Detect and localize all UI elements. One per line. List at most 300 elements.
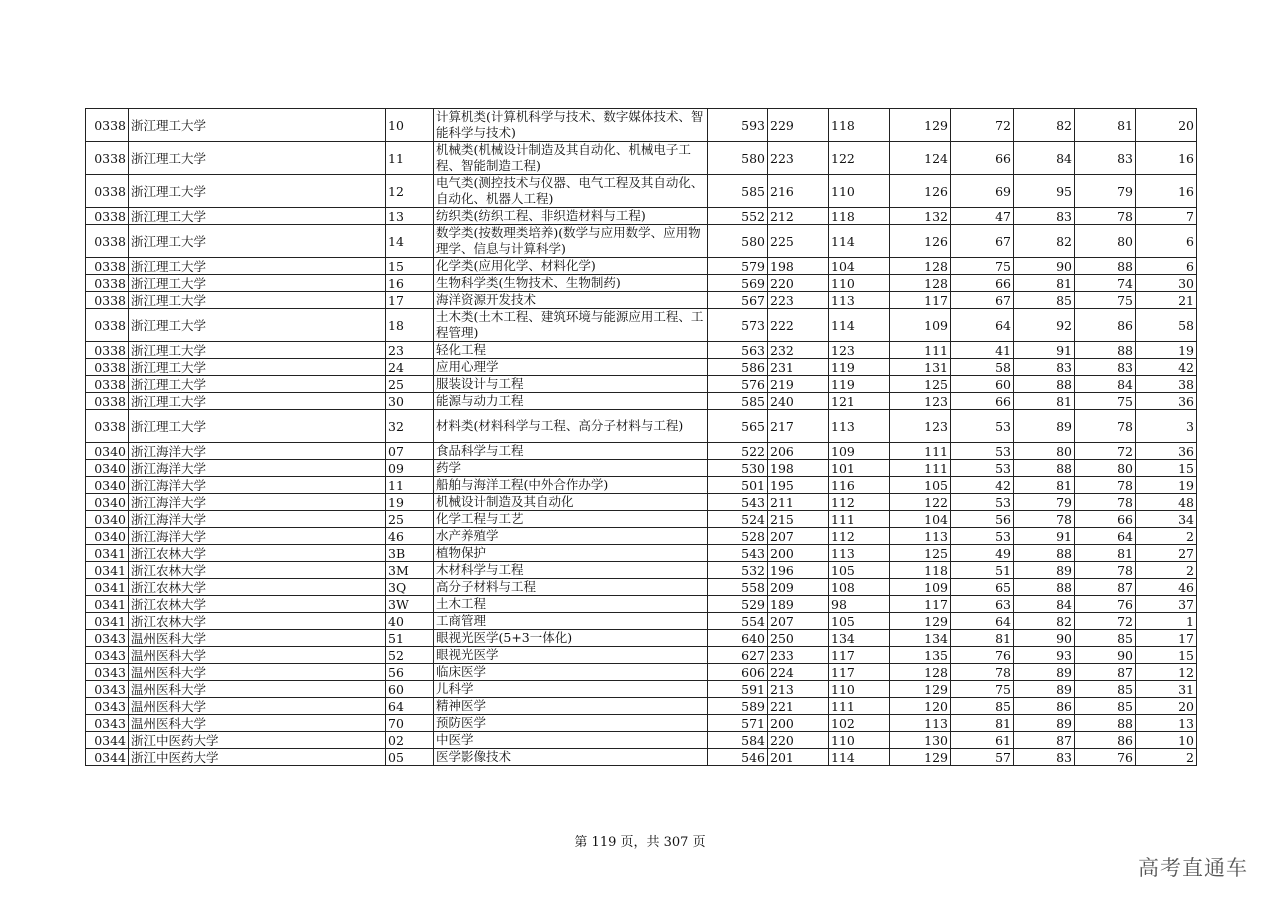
cell-score-1: 206: [768, 443, 829, 460]
cell-score-5: 80: [1014, 443, 1075, 460]
cell-school-name: 浙江海洋大学: [129, 494, 386, 511]
cell-count: 2: [1136, 528, 1197, 545]
cell-count: 46: [1136, 579, 1197, 596]
cell-total-score: 606: [708, 664, 768, 681]
cell-score-5: 82: [1014, 613, 1075, 630]
cell-count: 38: [1136, 376, 1197, 393]
cell-score-2: 113: [829, 410, 890, 443]
cell-score-1: 209: [768, 579, 829, 596]
cell-score-3: 126: [890, 175, 951, 208]
cell-school-name: 浙江理工大学: [129, 208, 386, 225]
cell-score-1: 200: [768, 715, 829, 732]
cell-score-2: 114: [829, 309, 890, 342]
cell-score-3: 109: [890, 579, 951, 596]
table-row: [86, 208, 1197, 225]
cell-school-name: 浙江理工大学: [129, 309, 386, 342]
cell-school-name: 浙江理工大学: [129, 393, 386, 410]
cell-major-code: 24: [386, 359, 434, 376]
cell-score-1: 220: [768, 732, 829, 749]
cell-score-1: 220: [768, 275, 829, 292]
cell-score-6: 88: [1075, 715, 1136, 732]
cell-major-name: 儿科学: [434, 681, 708, 698]
cell-major-code: 64: [386, 698, 434, 715]
cell-major-name: 高分子材料与工程: [434, 579, 708, 596]
cell-score-1: 215: [768, 511, 829, 528]
cell-school-code: 0343: [86, 647, 129, 664]
cell-score-4: 57: [951, 749, 1014, 766]
cell-score-1: 189: [768, 596, 829, 613]
cell-total-score: 524: [708, 511, 768, 528]
cell-score-3: 128: [890, 258, 951, 275]
cell-total-score: 593: [708, 109, 768, 142]
cell-score-3: 125: [890, 545, 951, 562]
cell-school-name: 浙江中医药大学: [129, 749, 386, 766]
cell-school-name: 浙江理工大学: [129, 342, 386, 359]
cell-school-code: 0338: [86, 393, 129, 410]
cell-count: 48: [1136, 494, 1197, 511]
cell-major-name: 工商管理: [434, 613, 708, 630]
cell-major-name: 植物保护: [434, 545, 708, 562]
watermark-logo: 高考直通车: [1138, 856, 1248, 880]
cell-total-score: 501: [708, 477, 768, 494]
cell-school-name: 温州医科大学: [129, 647, 386, 664]
cell-total-score: 552: [708, 208, 768, 225]
cell-score-6: 85: [1075, 630, 1136, 647]
cell-score-3: 124: [890, 142, 951, 175]
cell-score-3: 132: [890, 208, 951, 225]
cell-score-1: 233: [768, 647, 829, 664]
cell-score-6: 74: [1075, 275, 1136, 292]
cell-score-3: 117: [890, 292, 951, 309]
cell-major-code: 40: [386, 613, 434, 630]
cell-score-5: 89: [1014, 562, 1075, 579]
cell-score-6: 76: [1075, 596, 1136, 613]
cell-major-name: 药学: [434, 460, 708, 477]
cell-score-1: 195: [768, 477, 829, 494]
cell-score-1: 207: [768, 528, 829, 545]
cell-major-code: 13: [386, 208, 434, 225]
cell-score-3: 123: [890, 393, 951, 410]
cell-score-2: 119: [829, 376, 890, 393]
cell-score-3: 129: [890, 109, 951, 142]
cell-school-code: 0340: [86, 511, 129, 528]
cell-count: 10: [1136, 732, 1197, 749]
table-row: [86, 681, 1197, 698]
cell-score-2: 122: [829, 142, 890, 175]
cell-school-code: 0340: [86, 494, 129, 511]
table-row: [86, 393, 1197, 410]
cell-score-2: 101: [829, 460, 890, 477]
cell-score-6: 78: [1075, 410, 1136, 443]
cell-score-1: 201: [768, 749, 829, 766]
cell-major-name: 轻化工程: [434, 342, 708, 359]
cell-score-5: 93: [1014, 647, 1075, 664]
cell-major-name: 海洋资源开发技术: [434, 292, 708, 309]
cell-score-4: 67: [951, 292, 1014, 309]
cell-score-5: 84: [1014, 596, 1075, 613]
cell-major-code: 18: [386, 309, 434, 342]
cell-school-code: 0338: [86, 225, 129, 258]
cell-score-4: 64: [951, 613, 1014, 630]
cell-score-6: 78: [1075, 494, 1136, 511]
table-row: [86, 732, 1197, 749]
table-body: [86, 109, 1197, 766]
cell-score-2: 113: [829, 292, 890, 309]
cell-school-name: 浙江理工大学: [129, 376, 386, 393]
cell-score-6: 72: [1075, 613, 1136, 630]
cell-major-name: 应用心理学: [434, 359, 708, 376]
cell-major-code: 14: [386, 225, 434, 258]
cell-count: 36: [1136, 443, 1197, 460]
cell-score-3: 131: [890, 359, 951, 376]
table-row: [86, 698, 1197, 715]
cell-school-name: 浙江海洋大学: [129, 477, 386, 494]
cell-score-2: 109: [829, 443, 890, 460]
cell-score-4: 53: [951, 528, 1014, 545]
cell-score-4: 65: [951, 579, 1014, 596]
cell-score-5: 78: [1014, 511, 1075, 528]
cell-score-3: 111: [890, 342, 951, 359]
cell-score-1: 223: [768, 292, 829, 309]
cell-school-code: 0340: [86, 443, 129, 460]
cell-score-6: 86: [1075, 309, 1136, 342]
cell-count: 7: [1136, 208, 1197, 225]
cell-score-5: 81: [1014, 275, 1075, 292]
cell-total-score: 591: [708, 681, 768, 698]
cell-school-name: 温州医科大学: [129, 715, 386, 732]
cell-school-name: 浙江农林大学: [129, 613, 386, 630]
cell-score-3: 129: [890, 613, 951, 630]
cell-school-code: 0338: [86, 292, 129, 309]
cell-score-4: 75: [951, 681, 1014, 698]
cell-score-3: 109: [890, 309, 951, 342]
cell-major-name: 预防医学: [434, 715, 708, 732]
cell-score-3: 113: [890, 715, 951, 732]
cell-count: 27: [1136, 545, 1197, 562]
cell-score-4: 64: [951, 309, 1014, 342]
cell-score-5: 82: [1014, 225, 1075, 258]
cell-major-code: 32: [386, 410, 434, 443]
table-row: [86, 528, 1197, 545]
cell-major-name: 土木类(土木工程、建筑环境与能源应用工程、工程管理): [434, 309, 708, 342]
cell-school-code: 0340: [86, 477, 129, 494]
cell-school-code: 0338: [86, 208, 129, 225]
cell-count: 31: [1136, 681, 1197, 698]
cell-school-name: 浙江理工大学: [129, 275, 386, 292]
cell-count: 6: [1136, 258, 1197, 275]
cell-school-code: 0344: [86, 732, 129, 749]
cell-score-6: 80: [1075, 460, 1136, 477]
cell-score-1: 225: [768, 225, 829, 258]
cell-major-code: 09: [386, 460, 434, 477]
cell-score-1: 212: [768, 208, 829, 225]
cell-score-2: 105: [829, 613, 890, 630]
cell-school-code: 0338: [86, 175, 129, 208]
cell-score-6: 80: [1075, 225, 1136, 258]
cell-score-4: 67: [951, 225, 1014, 258]
cell-score-2: 110: [829, 275, 890, 292]
cell-score-1: 224: [768, 664, 829, 681]
cell-score-5: 79: [1014, 494, 1075, 511]
cell-score-4: 81: [951, 715, 1014, 732]
cell-major-code: 10: [386, 109, 434, 142]
cell-major-code: 11: [386, 477, 434, 494]
cell-total-score: 580: [708, 225, 768, 258]
cell-score-3: 104: [890, 511, 951, 528]
table-row: [86, 142, 1197, 175]
cell-school-code: 0340: [86, 460, 129, 477]
admission-score-table: [85, 108, 1197, 766]
cell-count: 30: [1136, 275, 1197, 292]
cell-major-code: 51: [386, 630, 434, 647]
cell-total-score: 567: [708, 292, 768, 309]
cell-major-code: 11: [386, 142, 434, 175]
cell-school-name: 浙江理工大学: [129, 142, 386, 175]
cell-score-6: 66: [1075, 511, 1136, 528]
cell-school-name: 温州医科大学: [129, 698, 386, 715]
cell-total-score: 585: [708, 175, 768, 208]
cell-major-code: 16: [386, 275, 434, 292]
cell-score-1: 200: [768, 545, 829, 562]
cell-major-code: 3M: [386, 562, 434, 579]
cell-count: 17: [1136, 630, 1197, 647]
cell-count: 6: [1136, 225, 1197, 258]
cell-score-5: 89: [1014, 681, 1075, 698]
cell-score-1: 222: [768, 309, 829, 342]
cell-total-score: 563: [708, 342, 768, 359]
cell-score-6: 84: [1075, 376, 1136, 393]
cell-major-name: 食品科学与工程: [434, 443, 708, 460]
cell-score-6: 78: [1075, 477, 1136, 494]
cell-major-code: 07: [386, 443, 434, 460]
cell-total-score: 522: [708, 443, 768, 460]
cell-count: 20: [1136, 109, 1197, 142]
cell-school-name: 温州医科大学: [129, 664, 386, 681]
cell-count: 3: [1136, 410, 1197, 443]
cell-score-4: 53: [951, 410, 1014, 443]
cell-score-4: 81: [951, 630, 1014, 647]
cell-score-6: 78: [1075, 562, 1136, 579]
cell-major-code: 60: [386, 681, 434, 698]
cell-score-3: 111: [890, 443, 951, 460]
cell-score-6: 75: [1075, 292, 1136, 309]
cell-major-code: 46: [386, 528, 434, 545]
cell-score-1: 213: [768, 681, 829, 698]
page-number: 第 119 页，共 307 页: [574, 835, 706, 850]
cell-score-6: 72: [1075, 443, 1136, 460]
table-row: [86, 749, 1197, 766]
cell-count: 12: [1136, 664, 1197, 681]
cell-major-code: 3B: [386, 545, 434, 562]
cell-major-code: 12: [386, 175, 434, 208]
cell-score-3: 117: [890, 596, 951, 613]
cell-score-6: 75: [1075, 393, 1136, 410]
cell-count: 2: [1136, 562, 1197, 579]
cell-score-5: 91: [1014, 342, 1075, 359]
cell-score-3: 125: [890, 376, 951, 393]
cell-score-5: 88: [1014, 376, 1075, 393]
table-row: [86, 562, 1197, 579]
cell-total-score: 589: [708, 698, 768, 715]
cell-major-code: 25: [386, 376, 434, 393]
cell-score-1: 223: [768, 142, 829, 175]
table-row: [86, 175, 1197, 208]
cell-score-1: 221: [768, 698, 829, 715]
cell-score-5: 88: [1014, 460, 1075, 477]
cell-score-1: 198: [768, 258, 829, 275]
cell-score-3: 129: [890, 749, 951, 766]
cell-score-4: 85: [951, 698, 1014, 715]
cell-score-2: 105: [829, 562, 890, 579]
cell-score-2: 118: [829, 208, 890, 225]
cell-count: 16: [1136, 142, 1197, 175]
cell-score-1: 231: [768, 359, 829, 376]
cell-score-6: 88: [1075, 258, 1136, 275]
cell-score-1: 207: [768, 613, 829, 630]
cell-count: 15: [1136, 647, 1197, 664]
cell-major-code: 70: [386, 715, 434, 732]
cell-score-2: 102: [829, 715, 890, 732]
cell-score-3: 118: [890, 562, 951, 579]
cell-major-code: 05: [386, 749, 434, 766]
cell-school-code: 0343: [86, 681, 129, 698]
cell-score-4: 53: [951, 494, 1014, 511]
cell-score-2: 104: [829, 258, 890, 275]
cell-total-score: 543: [708, 545, 768, 562]
cell-school-name: 浙江农林大学: [129, 545, 386, 562]
cell-score-1: 216: [768, 175, 829, 208]
cell-score-1: 198: [768, 460, 829, 477]
cell-major-code: 30: [386, 393, 434, 410]
cell-total-score: 528: [708, 528, 768, 545]
cell-score-4: 66: [951, 275, 1014, 292]
cell-school-code: 0343: [86, 664, 129, 681]
cell-score-5: 89: [1014, 664, 1075, 681]
table-row: [86, 494, 1197, 511]
cell-score-4: 56: [951, 511, 1014, 528]
cell-score-5: 81: [1014, 393, 1075, 410]
cell-count: 21: [1136, 292, 1197, 309]
table-row: [86, 664, 1197, 681]
cell-score-4: 58: [951, 359, 1014, 376]
cell-major-name: 眼视光医学: [434, 647, 708, 664]
cell-school-code: 0338: [86, 342, 129, 359]
cell-major-name: 中医学: [434, 732, 708, 749]
cell-score-2: 121: [829, 393, 890, 410]
cell-score-2: 111: [829, 511, 890, 528]
cell-school-code: 0341: [86, 545, 129, 562]
cell-score-5: 82: [1014, 109, 1075, 142]
cell-score-4: 53: [951, 443, 1014, 460]
cell-school-name: 浙江农林大学: [129, 596, 386, 613]
cell-score-6: 64: [1075, 528, 1136, 545]
table-row: [86, 630, 1197, 647]
cell-score-6: 83: [1075, 142, 1136, 175]
cell-total-score: 586: [708, 359, 768, 376]
cell-school-code: 0341: [86, 613, 129, 630]
cell-major-name: 服装设计与工程: [434, 376, 708, 393]
cell-score-3: 129: [890, 681, 951, 698]
cell-major-name: 生物科学类(生物技术、生物制药): [434, 275, 708, 292]
cell-school-code: 0338: [86, 359, 129, 376]
cell-major-code: 3Q: [386, 579, 434, 596]
cell-score-3: 134: [890, 630, 951, 647]
cell-score-6: 87: [1075, 664, 1136, 681]
cell-major-code: 25: [386, 511, 434, 528]
cell-major-code: 19: [386, 494, 434, 511]
cell-school-code: 0338: [86, 275, 129, 292]
cell-count: 19: [1136, 477, 1197, 494]
cell-school-code: 0338: [86, 142, 129, 175]
cell-score-2: 112: [829, 494, 890, 511]
cell-score-4: 76: [951, 647, 1014, 664]
cell-score-5: 86: [1014, 698, 1075, 715]
cell-major-name: 眼视光医学(5+3一体化): [434, 630, 708, 647]
cell-score-5: 88: [1014, 579, 1075, 596]
table-row: [86, 292, 1197, 309]
cell-total-score: 532: [708, 562, 768, 579]
cell-score-6: 86: [1075, 732, 1136, 749]
cell-score-3: 113: [890, 528, 951, 545]
cell-school-name: 浙江理工大学: [129, 175, 386, 208]
cell-major-name: 机械类(机械设计制造及其自动化、机械电子工程、智能制造工程): [434, 142, 708, 175]
table-row: [86, 613, 1197, 630]
cell-school-name: 浙江海洋大学: [129, 528, 386, 545]
cell-total-score: 529: [708, 596, 768, 613]
cell-score-5: 81: [1014, 477, 1075, 494]
cell-score-6: 85: [1075, 698, 1136, 715]
cell-major-name: 化学工程与工艺: [434, 511, 708, 528]
table-row: [86, 443, 1197, 460]
cell-score-2: 134: [829, 630, 890, 647]
cell-major-code: 02: [386, 732, 434, 749]
table-row: [86, 647, 1197, 664]
cell-major-code: 17: [386, 292, 434, 309]
cell-school-name: 温州医科大学: [129, 681, 386, 698]
cell-score-2: 110: [829, 681, 890, 698]
cell-score-5: 88: [1014, 545, 1075, 562]
cell-school-name: 浙江理工大学: [129, 258, 386, 275]
cell-count: 20: [1136, 698, 1197, 715]
cell-school-name: 浙江理工大学: [129, 109, 386, 142]
table-row: [86, 275, 1197, 292]
cell-total-score: 571: [708, 715, 768, 732]
cell-score-5: 83: [1014, 359, 1075, 376]
cell-score-6: 78: [1075, 208, 1136, 225]
cell-school-name: 浙江海洋大学: [129, 511, 386, 528]
table-row: [86, 258, 1197, 275]
cell-score-2: 114: [829, 749, 890, 766]
cell-score-5: 87: [1014, 732, 1075, 749]
cell-score-4: 66: [951, 393, 1014, 410]
cell-score-2: 114: [829, 225, 890, 258]
cell-school-code: 0338: [86, 410, 129, 443]
cell-school-code: 0340: [86, 528, 129, 545]
cell-score-1: 229: [768, 109, 829, 142]
cell-major-name: 机械设计制造及其自动化: [434, 494, 708, 511]
cell-score-4: 41: [951, 342, 1014, 359]
table-row: [86, 579, 1197, 596]
cell-score-2: 98: [829, 596, 890, 613]
cell-score-4: 78: [951, 664, 1014, 681]
cell-major-name: 数学类(按数理类培养)(数学与应用数学、应用物理学、信息与计算科学): [434, 225, 708, 258]
cell-school-name: 浙江农林大学: [129, 562, 386, 579]
cell-count: 13: [1136, 715, 1197, 732]
cell-score-5: 89: [1014, 715, 1075, 732]
cell-score-6: 76: [1075, 749, 1136, 766]
cell-school-name: 浙江理工大学: [129, 410, 386, 443]
cell-score-3: 128: [890, 664, 951, 681]
